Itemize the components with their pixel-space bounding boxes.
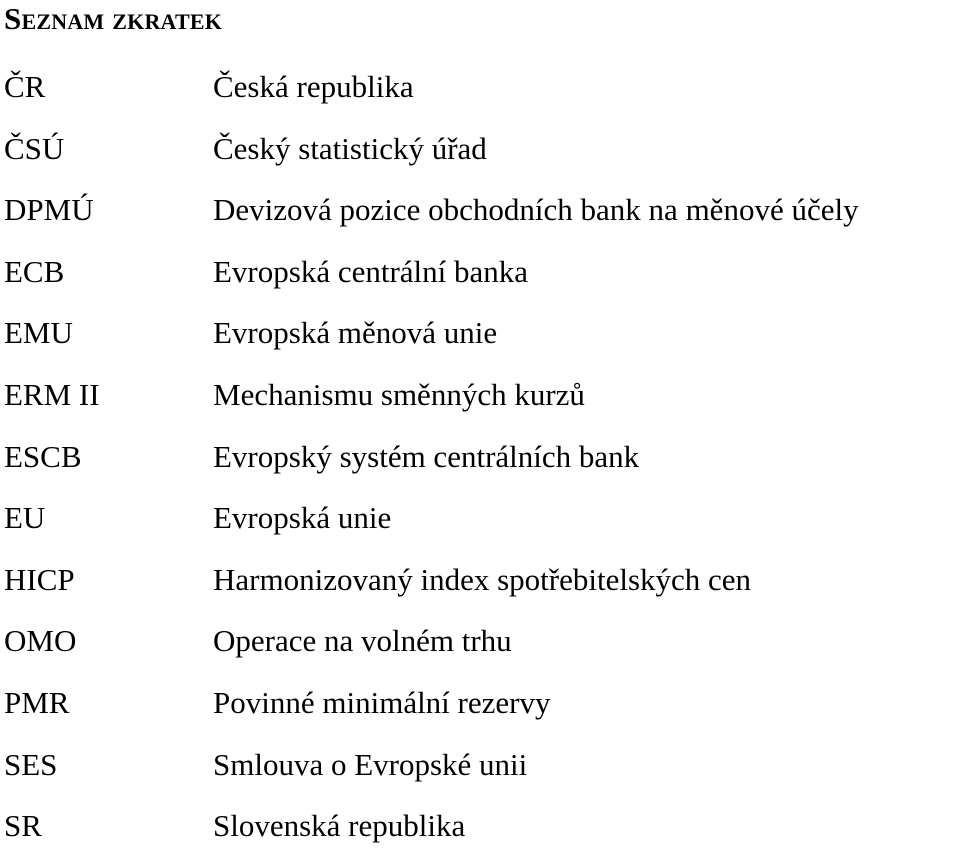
abbreviation-meaning: Mechanismu směnných kurzů xyxy=(213,376,585,412)
abbreviation-meaning: Harmonizovaný index spotřebitelských cen xyxy=(213,561,752,597)
abbreviation: PMR xyxy=(4,684,70,720)
abbreviation: ESCB xyxy=(4,438,82,474)
list-item xyxy=(0,734,960,796)
list-item xyxy=(0,795,960,857)
list-item xyxy=(0,549,960,611)
abbreviation: SR xyxy=(4,808,42,844)
abbreviation: EMU xyxy=(4,315,73,351)
abbreviation-list xyxy=(0,56,960,857)
abbreviation-meaning: Operace na volném trhu xyxy=(213,623,512,659)
abbreviation-meaning: Evropský systém centrálních bank xyxy=(213,438,640,474)
list-item xyxy=(0,610,960,672)
list-item xyxy=(0,487,960,549)
abbreviation-meaning: Devizová pozice obchodních bank na měnové účely xyxy=(213,192,859,228)
abbreviation: ERM II xyxy=(4,376,100,412)
abbreviation: DPMÚ xyxy=(4,192,94,228)
abbreviation: SES xyxy=(4,746,58,782)
list-item xyxy=(0,56,960,118)
abbreviation-meaning: Evropská centrální banka xyxy=(213,253,529,289)
abbreviation: EU xyxy=(4,500,46,536)
abbreviation: OMO xyxy=(4,623,77,659)
abbreviation-meaning: Český statistický úřad xyxy=(213,130,487,166)
list-item xyxy=(0,672,960,734)
list-item xyxy=(0,426,960,488)
abbreviation-meaning: Slovenská republika xyxy=(213,808,466,844)
abbreviation-meaning: Česká republika xyxy=(213,69,414,104)
abbreviation-meaning: Povinné minimální rezervy xyxy=(213,684,551,720)
page-title: Seznam zkratek xyxy=(4,1,223,36)
list-item xyxy=(0,302,960,364)
abbreviation: ČSÚ xyxy=(4,130,65,166)
list-item xyxy=(0,364,960,426)
abbreviation-meaning: Evropská unie xyxy=(213,500,392,536)
list-item xyxy=(0,179,960,241)
abbreviation: ECB xyxy=(4,253,65,289)
abbreviation: HICP xyxy=(4,561,75,597)
list-item xyxy=(0,118,960,180)
abbreviation-meaning: Smlouva o Evropské unii xyxy=(213,746,528,782)
abbreviation: ČR xyxy=(4,69,46,104)
list-item xyxy=(0,241,960,303)
abbreviation-meaning: Evropská měnová unie xyxy=(213,315,498,351)
